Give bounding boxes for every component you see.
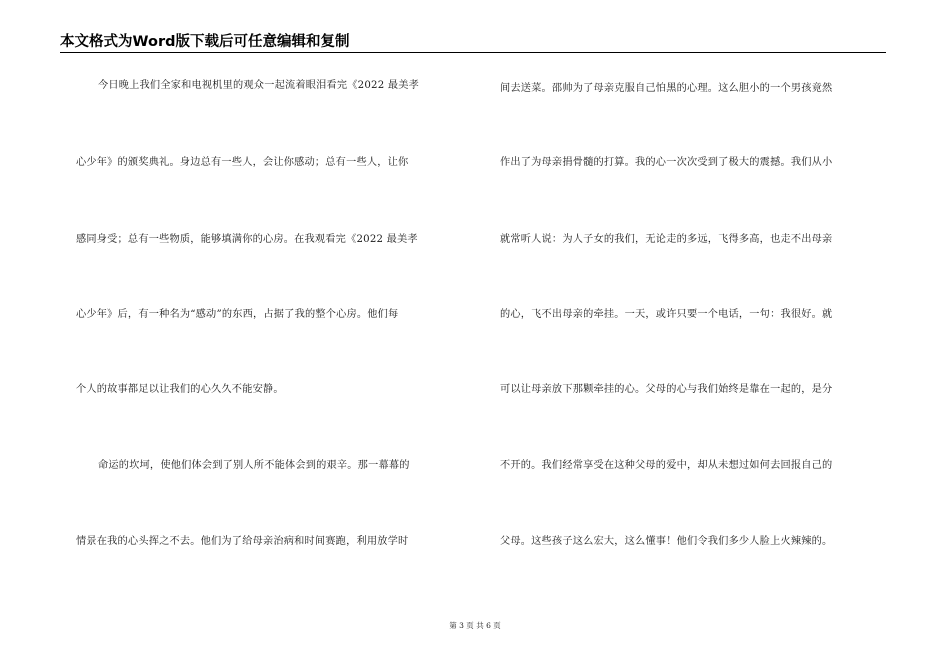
paragraph-line: 可以让母亲放下那颗牵挂的心。父母的心与我们始终是靠在一起的，是分 bbox=[500, 384, 833, 395]
page-number: 第 3 页 共 6 页 bbox=[449, 621, 501, 630]
paragraph-line: 今日晚上我们全家和电视机里的观众一起流着眼泪看完《2022 最美孝 bbox=[98, 80, 420, 91]
paragraph-line: 不开的。我们经常享受在这种父母的爱中，却从未想过如何去回报自己的 bbox=[500, 460, 833, 471]
paragraph-line: 情景在我的心头挥之不去。他们为了给母亲治病和时间赛跑，利用放学时 bbox=[76, 536, 409, 547]
paragraph-line: 心少年》后，有一种名为“感动”的东西，占据了我的整个心房。他们每 bbox=[76, 309, 399, 320]
paragraph-line: 作出了为母亲捐骨髓的打算。我的心一次次受到了极大的震撼。我们从小 bbox=[500, 157, 833, 168]
paragraph-line: 命运的坎坷，使他们体会到了别人所不能体会到的艰辛。那一幕幕的 bbox=[98, 460, 410, 471]
paragraph-line: 个人的故事都足以让我们的心久久不能安静。 bbox=[76, 384, 284, 395]
paragraph-line: 感同身受；总有一些物质，能够填满你的心房。在我观看完《2022 最美孝 bbox=[76, 234, 418, 245]
paragraph-line: 间去送菜。邵帅为了母亲克服自己怕黑的心理。这么胆小的一个男孩竟然 bbox=[500, 83, 833, 94]
paragraph-line: 心少年》的颁奖典礼。身边总有一些人，会让你感动；总有一些人，让你 bbox=[76, 157, 409, 168]
paragraph-line: 就常听人说：为人子女的我们，无论走的多远，飞得多高，也走不出母亲 bbox=[500, 234, 833, 245]
paragraph-line: 的心，飞不出母亲的牵挂。一天，或许只要一个电话，一句：我很好。就 bbox=[500, 309, 833, 320]
paragraph-line: 父母。这些孩子这么宏大，这么懂事！他们令我们多少人脸上火辣辣的。 bbox=[500, 536, 833, 547]
document-header-title: 本文格式为Word版下载后可任意编辑和复制 bbox=[60, 34, 350, 50]
header-divider bbox=[60, 52, 886, 53]
